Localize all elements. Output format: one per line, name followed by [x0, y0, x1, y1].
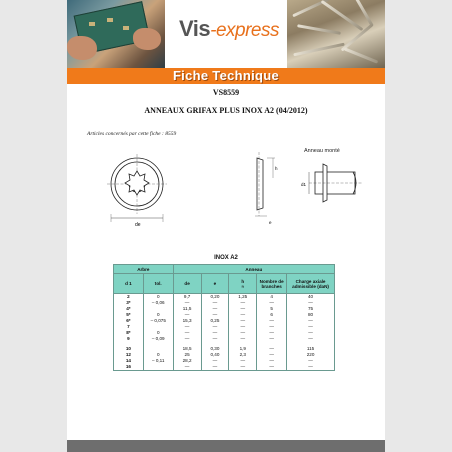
table-cell: — [257, 324, 287, 330]
table-cell: 0,40 [201, 352, 229, 358]
table-cell: — [201, 300, 229, 306]
table-cell: — [201, 364, 229, 371]
mounted-view [309, 164, 362, 202]
side-view [255, 152, 275, 216]
table-cell: 80 [287, 312, 335, 318]
table-cell: 115 [287, 346, 335, 352]
table-cell: 40 [287, 294, 335, 301]
dim-de-label: de [135, 222, 141, 228]
header-d1: d 1 [114, 274, 144, 294]
header-photo-screws [287, 0, 385, 68]
document-subtitle: Articles concernés par cette fiche : 8559 [87, 131, 177, 137]
table-row [114, 364, 335, 371]
table-cell: — [257, 300, 287, 306]
table-cell: — [287, 330, 335, 336]
table-cell: — [173, 300, 201, 306]
table-cell: 0 [143, 312, 173, 318]
table-cell: — [229, 364, 257, 371]
table-cell: — [287, 358, 335, 364]
table-cell: 15,3 [173, 318, 201, 324]
header-de: de [173, 274, 201, 294]
header-arbre: Arbre [114, 265, 174, 274]
table-cell: – 0,06 [143, 300, 173, 306]
table-cell: — [229, 306, 257, 312]
table-cell: – 0,11 [143, 358, 173, 364]
specification-table [113, 264, 335, 371]
table-cell: — [173, 364, 201, 371]
table-cell: — [201, 312, 229, 318]
document-title: ANNEAUX GRIFAX PLUS INOX A2 (04/2012) [144, 106, 308, 115]
cell-d1: 8* [114, 330, 144, 336]
cell-d1: 16 [114, 364, 144, 371]
banner-title: Fiche Technique [67, 68, 385, 84]
header-h: h ≈ [229, 274, 257, 294]
table-cell: 11,5 [173, 306, 201, 312]
footer-bar [67, 440, 385, 452]
table-cell: 75 [287, 306, 335, 312]
table-cell: 4 [257, 294, 287, 301]
cell-d1: 5* [114, 312, 144, 318]
cell-d1: 4* [114, 306, 144, 312]
table-cell: 5 [257, 306, 287, 312]
header-photo-electronics [67, 0, 165, 68]
table-cell: – 0,09 [143, 336, 173, 342]
table-body [114, 294, 335, 371]
table-cell: 0,25 [201, 318, 229, 324]
table-cell: 9,7 [173, 294, 201, 301]
cell-d1: 3* [114, 300, 144, 306]
header-branches: Nombre de branches [257, 274, 287, 294]
table-cell: — [257, 336, 287, 342]
table-cell: 28,2 [173, 358, 201, 364]
technical-sheet-page [67, 0, 385, 452]
table-caption: INOX A2 [214, 255, 238, 261]
header-tol: tol. [143, 274, 173, 294]
header [67, 0, 385, 68]
table-cell: — [173, 312, 201, 318]
table-cell: — [173, 324, 201, 330]
cell-d1: 9 [114, 336, 144, 342]
cell-d1: 10 [114, 346, 144, 352]
mounted-ring-label: Anneau monté [304, 148, 340, 154]
table-cell: — [257, 358, 287, 364]
dim-h-label: h [275, 166, 278, 171]
table-cell: — [201, 330, 229, 336]
table-cell: — [287, 318, 335, 324]
table-cell [143, 364, 173, 371]
table-cell: — [229, 324, 257, 330]
cell-d1: 7 [114, 324, 144, 330]
table-cell: — [229, 330, 257, 336]
table-cell: 18,5 [173, 346, 201, 352]
header-e: e [201, 274, 229, 294]
table-cell: — [173, 330, 201, 336]
table-cell: 1,25 [229, 294, 257, 301]
table-cell: 0 [143, 294, 173, 301]
table-cell: 0 [143, 330, 173, 336]
cell-d1: 6* [114, 318, 144, 324]
table-cell: – 0,075 [143, 318, 173, 324]
table-cell: — [173, 336, 201, 342]
table-cell: — [257, 352, 287, 358]
table-cell: — [257, 346, 287, 352]
table-cell: — [229, 312, 257, 318]
cell-d1: 14 [114, 358, 144, 364]
technical-drawing [97, 142, 377, 237]
table-cell: — [229, 318, 257, 324]
dim-d1-label: d1 [301, 182, 307, 187]
table-cell: — [257, 364, 287, 371]
front-view [107, 154, 167, 222]
table-cell: 220 [287, 352, 335, 358]
table-cell: 2,3 [229, 352, 257, 358]
table-cell: — [257, 330, 287, 336]
table-cell: — [287, 324, 335, 330]
document-reference: VS8559 [212, 88, 240, 97]
table-cell: — [287, 336, 335, 342]
table-cell: 0,30 [201, 346, 229, 352]
table-cell: — [287, 300, 335, 306]
table-cell: 1,9 [229, 346, 257, 352]
table-cell: 6 [257, 312, 287, 318]
table-cell: — [229, 358, 257, 364]
header-charge: Charge axiale admissible (daN) [287, 274, 335, 294]
table-cell: 25 [173, 352, 201, 358]
table-cell: — [201, 306, 229, 312]
brand-logo: Vis-express [179, 16, 279, 41]
header-anneau: Anneau [173, 265, 334, 274]
dim-e-label: e [269, 220, 272, 225]
table-cell: 0,20 [201, 294, 229, 301]
table-cell: — [257, 318, 287, 324]
table-cell: 0 [143, 352, 173, 358]
table-cell: — [229, 336, 257, 342]
table-cell: — [229, 300, 257, 306]
table-cell: — [201, 324, 229, 330]
table-cell: — [201, 336, 229, 342]
table-cell: — [287, 364, 335, 371]
table-cell: — [201, 358, 229, 364]
cell-d1: 2 [114, 294, 144, 301]
cell-d1: 12 [114, 352, 144, 358]
